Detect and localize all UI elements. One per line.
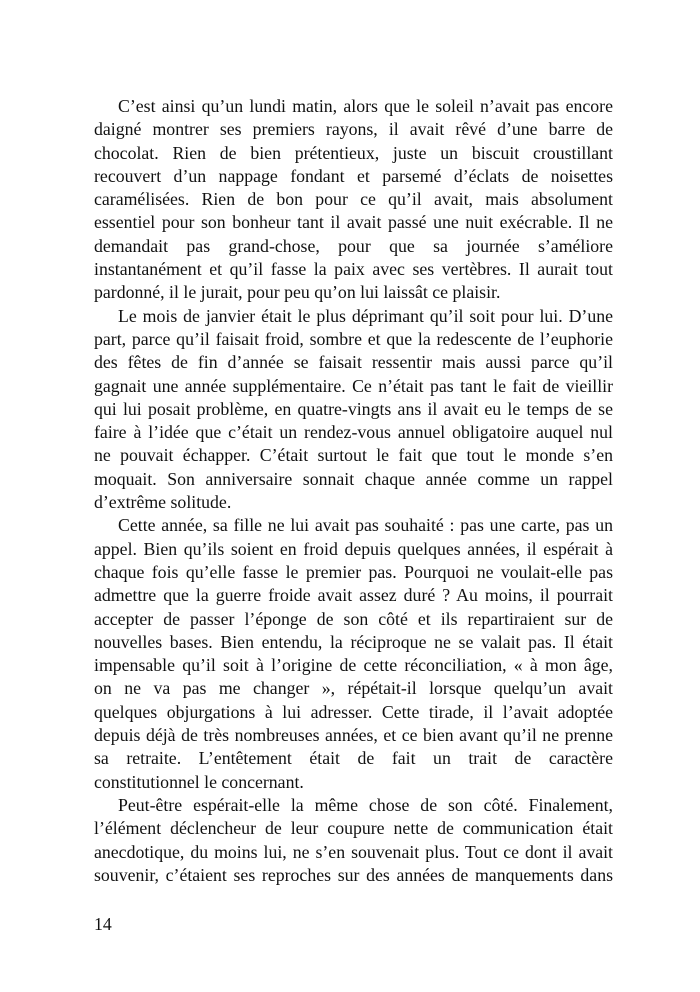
- text-line: quelques objurgations à lui adresser. Cette tirade, il l’avait adoptée: [94, 701, 613, 722]
- text-line: ne pouvait échapper. C’était surtout le fait que tout le monde s’en: [94, 445, 613, 466]
- text-line: sa retraite. L’entêtement était de fait un trait de caractère: [94, 748, 613, 769]
- page-number: 14: [94, 914, 112, 934]
- paragraph: [94, 305, 613, 515]
- text-line: depuis déjà de très nombreuses années, et ce bien avant qu’il ne prenne: [94, 725, 613, 746]
- paragraph: [94, 514, 613, 794]
- text-line: nouvelles bases. Bien entendu, la réciproque ne se valait pas. Il était: [94, 631, 613, 652]
- text-line: qui lui posait problème, en quatre-vingts ans il avait eu le temps de se: [94, 398, 613, 419]
- text-line: des fêtes de fin d’année se faisait ressentir mais aussi parce qu’il: [94, 352, 613, 373]
- text-line: Le mois de janvier était le plus déprimant qu’il soit pour lui. D’une: [118, 305, 613, 326]
- text-line: chocolat. Rien de bien prétentieux, juste un biscuit croustillant: [94, 142, 613, 163]
- text-line: pardonné, il le jurait, pour peu qu’on lui laissât ce plaisir.: [94, 282, 501, 303]
- text-line: C’est ainsi qu’un lundi matin, alors que le soleil n’avait pas encore: [118, 96, 613, 116]
- paragraph: [94, 95, 613, 305]
- text-line: constitutionnel le concernant.: [94, 771, 304, 792]
- text-line: recouvert d’un nappage fondant et parsemé d’éclats de noisettes: [94, 165, 613, 186]
- text-line: appel. Bien qu’ils soient en froid depuis quelques années, il espérait à: [94, 538, 613, 559]
- text-line: impensable qu’il soit à l’origine de cette réconciliation, « à mon âge,: [94, 655, 613, 676]
- text-line: daigné montrer ses premiers rayons, il avait rêvé d’une barre de: [94, 119, 613, 140]
- text-line: demandait pas grand-chose, pour que sa journée s’améliore: [94, 235, 613, 256]
- text-line: essentiel pour son bonheur tant il avait passé une nuit exécrable. Il ne: [94, 212, 613, 233]
- text-line: anecdotique, du moins lui, ne s’en souvenait plus. Tout ce dont il avait: [94, 841, 613, 862]
- text-line: moquait. Son anniversaire sonnait chaque année comme un rappel: [94, 468, 613, 489]
- text-line: caramélisées. Rien de bon pour ce qu’il avait, mais absolument: [94, 189, 613, 210]
- text-line: instantanément et qu’il fasse la paix avec ses vertèbres. Il aurait tout: [94, 259, 613, 280]
- text-line: d’extrême solitude.: [94, 492, 232, 513]
- text-line: part, parce qu’il faisait froid, sombre et que la redescente de l’euphorie: [94, 328, 613, 349]
- text-line: l’élément déclencheur de leur coupure nette de communication était: [94, 818, 613, 839]
- text-line: souvenir, c’étaient ses reproches sur des années de manquements dans: [94, 864, 613, 885]
- paragraph: [94, 794, 613, 887]
- text-line: faire à l’idée que c’était un rendez-vous annuel obligatoire auquel nul: [94, 422, 613, 443]
- text-line: on ne va pas me changer », répétait-il lorsque quelqu’un avait: [94, 678, 613, 699]
- text-line: gagnait une année supplémentaire. Ce n’était pas tant le fait de vieillir: [94, 375, 613, 396]
- page-body-text: [94, 95, 613, 887]
- text-line: admettre que la guerre froide avait assez duré ? Au moins, il pourrait: [94, 585, 613, 606]
- text-line: Peut-être espérait-elle la même chose de son côté. Finalement,: [118, 794, 613, 815]
- text-line: Cette année, sa fille ne lui avait pas souhaité : pas une carte, pas un: [118, 515, 613, 536]
- text-line: accepter de passer l’éponge de son côté et ils repartiraient sur de: [94, 608, 613, 629]
- text-line: chaque fois qu’elle fasse le premier pas. Pourquoi ne voulait-elle pas: [94, 561, 613, 582]
